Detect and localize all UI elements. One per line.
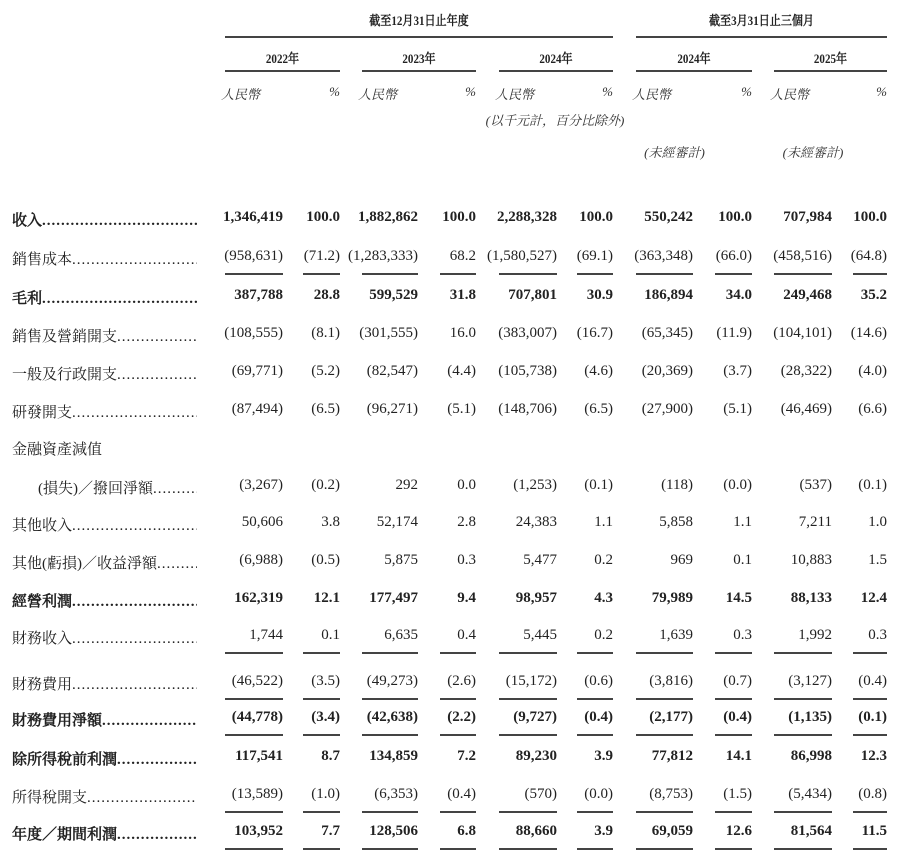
underline: [440, 811, 476, 813]
amount-cell: (9,727): [513, 709, 557, 725]
table-row: [0, 748, 900, 770]
row-label: 收入 .....: [12, 209, 197, 230]
percent-cell: 1.1: [594, 514, 613, 530]
percent-cell: (6.5): [311, 401, 340, 417]
amount-cell: 134,859: [369, 748, 418, 764]
row-label: 財務費用淨額 .....: [12, 709, 197, 730]
percent-cell: 0.3: [457, 552, 476, 568]
percent-cell: 100.0: [579, 209, 613, 225]
percent-cell: (6.6): [858, 401, 887, 417]
percent-cell: (16.7): [576, 325, 613, 341]
amount-cell: 88,133: [790, 590, 832, 606]
underline: [715, 652, 752, 654]
percent-cell: (1.0): [311, 786, 340, 802]
percent-cell: 1.1: [733, 514, 752, 530]
amount-cell: 52,174: [376, 514, 418, 530]
amount-cell: (1,580,527): [487, 248, 557, 264]
underline: [225, 848, 283, 850]
underline: [303, 273, 340, 275]
amount-cell: 550,242: [644, 209, 693, 225]
percent-cell: (0.7): [723, 673, 752, 689]
underline: [362, 734, 418, 736]
percent-cell: 68.2: [449, 248, 476, 264]
currency-label: 人民幣: [770, 87, 810, 102]
underline: [853, 734, 887, 736]
underline: [362, 698, 418, 700]
underline: [225, 734, 283, 736]
percent-cell: 3.8: [321, 514, 340, 530]
amount-cell: (3,127): [788, 673, 832, 689]
percent-cell: 8.7: [321, 748, 340, 764]
percent-cell: (3.7): [723, 363, 752, 379]
underline: [577, 811, 613, 813]
underline: [362, 652, 418, 654]
percent-cell: 3.9: [594, 823, 613, 839]
underline: [225, 698, 283, 700]
percent-label: %: [602, 84, 613, 99]
underline: [715, 734, 752, 736]
unaudited-note: (未經審計): [644, 145, 705, 160]
amount-cell: (65,345): [641, 325, 693, 341]
underline: [853, 652, 887, 654]
table-row: [0, 209, 900, 231]
underline: [774, 652, 832, 654]
underline: [636, 734, 693, 736]
amount-cell: 86,998: [790, 748, 832, 764]
currency-label: 人民幣: [358, 87, 398, 102]
percent-cell: (66.0): [715, 248, 752, 264]
amount-cell: (28,322): [780, 363, 832, 379]
percent-cell: (0.6): [584, 673, 613, 689]
percent-label: %: [876, 84, 887, 99]
row-label: 一般及行政開支 .....: [12, 363, 197, 384]
percent-cell: (69.1): [576, 248, 613, 264]
percent-cell: 2.8: [457, 514, 476, 530]
percent-cell: 31.8: [449, 287, 476, 303]
amount-cell: 77,812: [651, 748, 693, 764]
underline: [715, 698, 752, 700]
percent-cell: (5.1): [447, 401, 476, 417]
percent-cell: 6.8: [457, 823, 476, 839]
group-header-annual: 截至12月31日止年度: [369, 13, 469, 28]
amount-cell: (3,816): [649, 673, 693, 689]
amount-cell: 249,468: [783, 287, 832, 303]
amount-cell: (104,101): [773, 325, 832, 341]
amount-cell: (363,348): [634, 248, 693, 264]
amount-cell: 7,211: [798, 514, 832, 530]
amount-cell: (2,177): [649, 709, 693, 725]
percent-cell: (71.2): [303, 248, 340, 264]
underline: [499, 652, 557, 654]
percent-cell: 0.3: [868, 627, 887, 643]
percent-cell: (0.4): [447, 786, 476, 802]
amount-cell: 1,639: [659, 627, 693, 643]
underline: [577, 273, 613, 275]
percent-cell: 12.3: [860, 748, 887, 764]
amount-cell: 103,952: [234, 823, 283, 839]
underline: [715, 811, 752, 813]
amount-cell: (5,434): [788, 786, 832, 802]
percent-cell: (0.0): [584, 786, 613, 802]
table-row: [0, 786, 900, 808]
underline: [440, 698, 476, 700]
year-header: 2023年: [402, 51, 436, 66]
amount-cell: 177,497: [369, 590, 418, 606]
underline: [853, 848, 887, 850]
amount-cell: (105,738): [498, 363, 557, 379]
percent-cell: 100.0: [853, 209, 887, 225]
divider: [362, 70, 476, 72]
divider: [225, 70, 340, 72]
row-label: 研發開支 .....: [12, 401, 197, 422]
percent-cell: 7.7: [321, 823, 340, 839]
amount-cell: 5,477: [523, 552, 557, 568]
divider: [499, 70, 613, 72]
table-row: [0, 477, 900, 499]
underline: [577, 848, 613, 850]
amount-cell: (3,267): [239, 477, 283, 493]
underline: [499, 811, 557, 813]
table-row: [0, 709, 900, 731]
percent-cell: 0.2: [594, 627, 613, 643]
amount-cell: (27,900): [641, 401, 693, 417]
percent-cell: (3.5): [311, 673, 340, 689]
amount-cell: (958,631): [224, 248, 283, 264]
percent-cell: (0.2): [311, 477, 340, 493]
percent-cell: 34.0: [725, 287, 752, 303]
percent-cell: 35.2: [860, 287, 887, 303]
percent-cell: (2.6): [447, 673, 476, 689]
percent-cell: (6.5): [584, 401, 613, 417]
percent-cell: 28.8: [313, 287, 340, 303]
percent-cell: (0.1): [858, 477, 887, 493]
currency-label: 人民幣: [221, 87, 261, 102]
row-label: 除所得稅前利潤 .....: [12, 748, 197, 769]
row-label: 其他(虧損)／收益淨額 .....: [12, 552, 197, 573]
underline: [636, 273, 693, 275]
underline: [303, 734, 340, 736]
underline: [636, 811, 693, 813]
amount-cell: (87,494): [231, 401, 283, 417]
percent-cell: 1.0: [868, 514, 887, 530]
amount-cell: (537): [799, 477, 832, 493]
percent-cell: 100.0: [442, 209, 476, 225]
amount-cell: 707,984: [783, 209, 832, 225]
amount-cell: (46,522): [231, 673, 283, 689]
underline: [440, 652, 476, 654]
underline: [225, 273, 283, 275]
percent-cell: (4.6): [584, 363, 613, 379]
row-label: 年度／期間利潤 .....: [12, 823, 197, 844]
group-header-quarter: 截至3月31日止三個月: [708, 13, 814, 28]
underline: [774, 273, 832, 275]
amount-cell: 1,346,419: [223, 209, 283, 225]
currency-label: 人民幣: [495, 87, 535, 102]
underline: [577, 734, 613, 736]
percent-cell: 16.0: [449, 325, 476, 341]
amount-cell: 387,788: [234, 287, 283, 303]
underline: [715, 273, 752, 275]
underline: [774, 848, 832, 850]
percent-cell: (4.0): [858, 363, 887, 379]
percent-cell: 12.4: [860, 590, 887, 606]
amount-cell: 6,635: [384, 627, 418, 643]
currency-label: 人民幣: [632, 87, 672, 102]
percent-cell: (14.6): [850, 325, 887, 341]
amount-cell: 969: [670, 552, 693, 568]
year-header: 2025年: [813, 51, 848, 66]
amount-cell: 1,744: [249, 627, 283, 643]
amount-cell: (118): [661, 477, 693, 493]
percent-cell: (0.4): [584, 709, 613, 725]
year-header: 2024年: [539, 51, 573, 66]
amount-cell: 88,660: [515, 823, 557, 839]
amount-cell: (458,516): [773, 248, 832, 264]
percent-cell: (5.2): [311, 363, 340, 379]
percent-cell: (3.4): [311, 709, 340, 725]
percent-cell: (64.8): [850, 248, 887, 264]
amount-cell: 98,957: [515, 590, 557, 606]
amount-cell: (6,353): [374, 786, 418, 802]
underline: [774, 811, 832, 813]
amount-cell: (301,555): [359, 325, 418, 341]
row-label: 所得稅開支 .....: [12, 786, 197, 807]
amount-cell: 292: [395, 477, 418, 493]
percent-cell: (0.1): [858, 709, 887, 725]
percent-cell: 100.0: [306, 209, 340, 225]
row-label: 財務費用 .....: [12, 673, 197, 694]
percent-label: %: [741, 84, 752, 99]
percent-cell: 14.5: [725, 590, 752, 606]
underline: [774, 734, 832, 736]
amount-cell: 5,445: [523, 627, 557, 643]
percent-cell: 12.6: [725, 823, 752, 839]
underline: [774, 698, 832, 700]
amount-cell: 2,288,328: [497, 209, 557, 225]
divider: [636, 70, 752, 72]
percent-cell: (0.8): [858, 786, 887, 802]
amount-cell: 599,529: [369, 287, 418, 303]
percent-cell: (0.0): [723, 477, 752, 493]
percent-cell: 0.1: [321, 627, 340, 643]
percent-cell: (8.1): [311, 325, 340, 341]
amount-cell: 162,319: [234, 590, 283, 606]
amount-cell: (148,706): [498, 401, 557, 417]
percent-cell: (0.5): [311, 552, 340, 568]
underline: [853, 811, 887, 813]
table-row: [0, 248, 900, 270]
underline: [499, 848, 557, 850]
amount-cell: (15,172): [505, 673, 557, 689]
amount-cell: 5,858: [659, 514, 693, 530]
amount-cell: 5,875: [384, 552, 418, 568]
amount-cell: 707,801: [508, 287, 557, 303]
percent-cell: 9.4: [457, 590, 476, 606]
table-row: [0, 363, 900, 385]
percent-cell: 0.3: [733, 627, 752, 643]
percent-cell: 4.3: [594, 590, 613, 606]
percent-cell: (0.4): [858, 673, 887, 689]
amount-cell: 50,606: [241, 514, 283, 530]
underline: [440, 734, 476, 736]
amount-cell: 24,383: [515, 514, 557, 530]
table-row: [0, 438, 900, 460]
row-label: 銷售及營銷開支 .....: [12, 325, 197, 346]
percent-cell: 100.0: [718, 209, 752, 225]
amount-cell: (1,253): [513, 477, 557, 493]
underline: [577, 698, 613, 700]
table-row: [0, 552, 900, 574]
underline: [362, 848, 418, 850]
underline: [303, 848, 340, 850]
amount-cell: (82,547): [366, 363, 418, 379]
percent-cell: 14.1: [725, 748, 752, 764]
percent-cell: 3.9: [594, 748, 613, 764]
underline: [362, 273, 418, 275]
amount-cell: (20,369): [641, 363, 693, 379]
table-row: [0, 590, 900, 612]
percent-cell: (2.2): [447, 709, 476, 725]
row-label: 銷售成本 .....: [12, 248, 197, 269]
amount-cell: 1,992: [798, 627, 832, 643]
underline: [853, 273, 887, 275]
underline: [303, 811, 340, 813]
amount-cell: (46,469): [780, 401, 832, 417]
underline: [303, 698, 340, 700]
percent-cell: (0.4): [723, 709, 752, 725]
underline: [499, 734, 557, 736]
amount-cell: (1,135): [788, 709, 832, 725]
amount-cell: (8,753): [649, 786, 693, 802]
amount-cell: 1,882,862: [358, 209, 418, 225]
row-label: (損失)／撥回淨額 .....: [38, 477, 197, 498]
percent-cell: 1.5: [868, 552, 887, 568]
percent-cell: 0.2: [594, 552, 613, 568]
amount-cell: (96,271): [366, 401, 418, 417]
row-label: 財務收入 .....: [12, 627, 197, 648]
underline: [499, 273, 557, 275]
divider: [636, 36, 887, 38]
amount-cell: 186,894: [644, 287, 693, 303]
amount-cell: (570): [524, 786, 557, 802]
amount-cell: 117,541: [235, 748, 283, 764]
percent-label: %: [329, 84, 340, 99]
amount-cell: (108,555): [224, 325, 283, 341]
percent-cell: (11.9): [716, 325, 752, 341]
amount-cell: (44,778): [231, 709, 283, 725]
amount-cell: (69,771): [231, 363, 283, 379]
percent-cell: (1.5): [723, 786, 752, 802]
row-label: 毛利 .....: [12, 287, 197, 308]
amount-cell: (42,638): [366, 709, 418, 725]
amount-cell: 10,883: [790, 552, 832, 568]
table-row: [0, 287, 900, 309]
underline: [636, 652, 693, 654]
underline: [636, 698, 693, 700]
amount-cell: 89,230: [515, 748, 557, 764]
amount-cell: (383,007): [498, 325, 557, 341]
amount-cell: 79,989: [651, 590, 693, 606]
percent-label: %: [465, 84, 476, 99]
year-header: 2022年: [265, 51, 300, 66]
table-row: [0, 514, 900, 536]
underline: [440, 273, 476, 275]
amount-cell: 128,506: [369, 823, 418, 839]
table-row: [0, 627, 900, 649]
percent-cell: (0.1): [584, 477, 613, 493]
unit-note: (以千元計，百分比除外): [485, 113, 625, 128]
row-label: 經營利潤 .....: [12, 590, 197, 611]
percent-cell: (4.4): [447, 363, 476, 379]
divider: [225, 36, 613, 38]
underline: [636, 848, 693, 850]
table-row: [0, 401, 900, 423]
underline: [577, 652, 613, 654]
amount-cell: 69,059: [651, 823, 693, 839]
underline: [499, 698, 557, 700]
row-label: 金融資產減值: [12, 442, 103, 458]
year-header: 2024年: [677, 51, 711, 66]
underline: [362, 811, 418, 813]
underline: [440, 848, 476, 850]
underline: [225, 652, 283, 654]
percent-cell: (5.1): [723, 401, 752, 417]
percent-cell: 7.2: [457, 748, 476, 764]
percent-cell: 0.1: [733, 552, 752, 568]
unaudited-note: (未經審計): [782, 145, 844, 160]
amount-cell: (1,283,333): [348, 248, 418, 264]
row-label: 其他收入 .....: [12, 514, 197, 535]
table-row: [0, 325, 900, 347]
underline: [853, 698, 887, 700]
underline: [303, 652, 340, 654]
amount-cell: (13,589): [231, 786, 283, 802]
underline: [715, 848, 752, 850]
amount-cell: 81,564: [790, 823, 832, 839]
percent-cell: 0.4: [457, 627, 476, 643]
percent-cell: 0.0: [457, 477, 476, 493]
divider: [774, 70, 887, 72]
table-row: [0, 823, 900, 845]
amount-cell: (6,988): [239, 552, 283, 568]
percent-cell: 11.5: [861, 823, 887, 839]
amount-cell: (49,273): [366, 673, 418, 689]
percent-cell: 12.1: [313, 590, 340, 606]
percent-cell: 30.9: [586, 287, 613, 303]
table-row: [0, 673, 900, 695]
underline: [225, 811, 283, 813]
